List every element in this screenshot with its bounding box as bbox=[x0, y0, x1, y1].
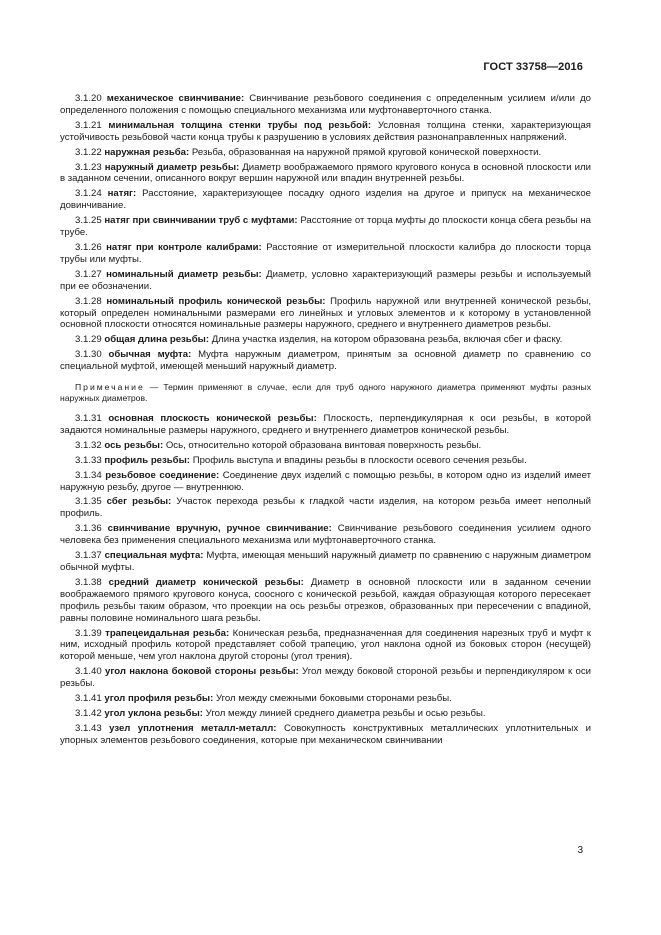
clause-number: 3.1.35 bbox=[75, 496, 102, 508]
definition-text: Условная толщина стенки, характеризующая устойчивость резьбовой части конца трубы к разрушению в условиях действия разнонаправленных напряжений. bbox=[60, 119, 591, 143]
term: угол профиля резьбы: bbox=[104, 693, 214, 705]
term: обычная муфта: bbox=[108, 349, 192, 361]
definition-paragraph bbox=[60, 470, 591, 494]
definition-paragraph bbox=[60, 334, 591, 346]
term: общая длина резьбы: bbox=[104, 334, 210, 346]
clause-number: 3.1.24 bbox=[75, 188, 102, 200]
definition-text: Расстояние от торца муфты до плоскости конца сбега резьбы на трубе. bbox=[60, 215, 592, 239]
definition-paragraph bbox=[60, 523, 591, 547]
term: натяг: bbox=[107, 188, 137, 200]
page-number: 3 bbox=[577, 845, 583, 856]
definition-text: Плоскость, перпендикулярная к оси резьбы, в которой задаются номинальные размеры наружного, среднего и внутреннего диаметров конической резьбы. bbox=[60, 413, 591, 436]
term: специальная муфта: bbox=[104, 550, 204, 562]
clause-number: 3.1.27 bbox=[75, 268, 102, 280]
clause-number: 3.1.20 bbox=[75, 93, 102, 104]
clause-number: 3.1.39 bbox=[75, 627, 102, 639]
term: средний диаметр конической резьбы: bbox=[108, 576, 304, 588]
term: узел уплотнения металл-металл: bbox=[109, 722, 277, 734]
clause-number: 3.1.40 bbox=[75, 666, 102, 678]
definition-paragraph bbox=[60, 269, 591, 293]
definition-paragraph bbox=[60, 723, 591, 747]
clause-number: 3.1.33 bbox=[75, 454, 102, 466]
term: сбег резьбы: bbox=[106, 496, 172, 508]
definition-text: Соединение двух изделий с помощью резьбы, в котором одно из изделий имеет наружную резьбу, другое — внутреннюю. bbox=[60, 469, 591, 493]
definition-text: Свинчивание резьбового соединения с определенным усилием и/или до определенного положения с помощью специального механизма или муфтонаверточного станка. bbox=[60, 93, 592, 116]
term: свинчивание вручную, ручное свинчивание: bbox=[107, 523, 332, 535]
definition-paragraph bbox=[60, 628, 591, 664]
term: наружный диаметр резьбы: bbox=[104, 161, 240, 173]
definition-paragraph bbox=[60, 242, 591, 266]
definition-text: Свинчивание резьбового соединения усилием одного человека без применения специального механизма или муфтонаверточного станка. bbox=[60, 523, 591, 547]
clause-number: 3.1.36 bbox=[75, 523, 102, 535]
definition-text: Угол между боковой стороной резьбы и перпендикуляром к оси резьбы. bbox=[60, 666, 592, 690]
term: натяг при контроле калибрами: bbox=[106, 241, 262, 253]
term: минимальная толщина стенки трубы под резьбой: bbox=[108, 119, 372, 131]
term: натяг при свинчивании труб с муфтами: bbox=[104, 215, 298, 227]
note-paragraph bbox=[60, 382, 591, 404]
definition-paragraph bbox=[60, 666, 591, 690]
definition-text: Угол между смежными боковыми сторонами резьбы. bbox=[215, 693, 452, 705]
definition-text: Угол между линией среднего диаметра резьбы и осью резьбы. bbox=[205, 707, 486, 719]
definition-text: Коническая резьба, предназначенная для соединения нарезных труб и муфт к ним, исходный профиль которой представляет собой трапецию, угол наклона одной из боковых сторон (несущей) которой меньше, чем угол наклона другой стороны (угол трения). bbox=[60, 627, 592, 663]
term: механическое свинчивание: bbox=[106, 93, 245, 104]
definitions-block-1 bbox=[60, 93, 591, 373]
clause-number: 3.1.30 bbox=[75, 349, 102, 361]
term: угол уклона резьбы: bbox=[104, 707, 203, 719]
definition-paragraph bbox=[60, 496, 591, 520]
definition-paragraph bbox=[60, 455, 591, 467]
definition-paragraph bbox=[60, 708, 591, 720]
definitions-block-2 bbox=[60, 413, 591, 747]
term: резьбовое соединение: bbox=[105, 469, 220, 481]
definition-text: Участок перехода резьбы к гладкой части изделия, на котором резьба имеет неполный профиль. bbox=[60, 496, 591, 520]
definition-text: Совокупность конструктивных металлических уплотнительных и упорных элементов резьбового соединения, которые при механическом свинчивании bbox=[60, 722, 591, 746]
definition-paragraph bbox=[60, 93, 591, 117]
clause-number: 3.1.41 bbox=[75, 693, 102, 705]
clause-number: 3.1.43 bbox=[75, 722, 102, 734]
definition-paragraph bbox=[60, 162, 591, 186]
standard-header: ГОСТ 33758—2016 bbox=[483, 61, 583, 73]
definition-paragraph bbox=[60, 147, 591, 159]
definition-paragraph bbox=[60, 215, 591, 239]
clause-number: 3.1.32 bbox=[75, 439, 102, 451]
definition-text: Расстояние от измерительной плоскости калибра до плоскости торца трубы или муфты. bbox=[60, 241, 591, 265]
clause-number: 3.1.31 bbox=[75, 413, 102, 425]
clause-number: 3.1.28 bbox=[75, 295, 102, 307]
definition-paragraph bbox=[60, 577, 591, 625]
definition-text: Муфта наружным диаметром, принятым за основной диаметр по сравнению со специальной муфтой, имеющей меньший наружный диаметр. bbox=[60, 349, 591, 373]
definition-text: Резьба, образованная на наружной прямой круговой конической поверхности. bbox=[191, 146, 542, 158]
clause-number: 3.1.21 bbox=[75, 119, 102, 131]
term: ось резьбы: bbox=[104, 439, 164, 451]
clause-number: 3.1.22 bbox=[75, 146, 102, 158]
definition-text: Длина участка изделия, на котором образована резьба, включая сбег и фаску. bbox=[211, 334, 563, 346]
term: наружная резьба: bbox=[104, 146, 190, 158]
definition-text: Диаметр в основной плоскости или в заданном сечении воображаемого прямого кругового конуса, соосного с конической резьбой, каждая образующая которого пересекает профиль резьбы таким образом, что проекции на ось резьбы отрезков, образованных при пересечении с впадиной, равны половине номинального шага резьбы. bbox=[60, 576, 592, 624]
clause-number: 3.1.42 bbox=[75, 707, 102, 719]
term: трапецеидальная резьба: bbox=[105, 627, 230, 639]
clause-number: 3.1.26 bbox=[75, 241, 102, 253]
note-label: Примечание bbox=[75, 382, 145, 393]
clause-number: 3.1.25 bbox=[75, 215, 102, 227]
definition-paragraph bbox=[60, 120, 591, 144]
clause-number: 3.1.23 bbox=[75, 161, 102, 173]
definition-text: Профиль наружной или внутренней конической резьбы, который определен номинальными размерами его линейных и угловых элементов и к которому в установленной основной плоскости относятся номинальные размеры наружного, среднего и внутреннего диаметров резьбы. bbox=[60, 295, 591, 331]
term: номинальный диаметр резьбы: bbox=[106, 268, 262, 280]
clause-number: 3.1.34 bbox=[75, 469, 102, 481]
term: номинальный профиль конической резьбы: bbox=[106, 295, 326, 307]
clause-number: 3.1.38 bbox=[75, 576, 102, 588]
note-text: Термин применяют в случае, если для труб одного наружного диаметра применяют муфты разных наружных диаметров. bbox=[60, 382, 591, 404]
definition-paragraph bbox=[60, 693, 591, 705]
definition-paragraph bbox=[60, 413, 591, 437]
definition-paragraph bbox=[60, 188, 591, 212]
note-dash: — bbox=[144, 382, 164, 393]
definition-text: Диаметр воображаемого прямого кругового конуса в основной плоскости или в заданном сечении, описанного вокруг вершин наружной или впадин внутренней резьбы. bbox=[60, 161, 591, 185]
definition-text: Профиль выступа и впадины резьбы в плоскости осевого сечения резьбы. bbox=[192, 454, 527, 466]
definition-text: Расстояние, характеризующее посадку одного изделия на другое и припуск на механическое довинчивание. bbox=[60, 188, 591, 212]
definition-paragraph bbox=[60, 296, 591, 332]
definition-text: Муфта, имеющая меньший наружный диаметр по сравнению с наружным диаметром обычной муфты. bbox=[60, 550, 592, 573]
clause-number: 3.1.29 bbox=[75, 334, 102, 346]
term: угол наклона боковой стороны резьбы: bbox=[105, 666, 299, 678]
definition-text: Ось, относительно которой образована винтовая поверхность резьбы. bbox=[165, 439, 482, 451]
definition-paragraph bbox=[60, 550, 591, 574]
term: профиль резьбы: bbox=[104, 454, 191, 466]
definition-paragraph bbox=[60, 440, 591, 452]
term: основная плоскость конической резьбы: bbox=[108, 413, 317, 425]
clause-number: 3.1.37 bbox=[75, 550, 102, 562]
definition-text: Диаметр, условно характеризующий размеры резьбы и используемый при ее обозначении. bbox=[60, 268, 591, 292]
definitions-content bbox=[60, 93, 591, 750]
definition-paragraph bbox=[60, 349, 591, 373]
